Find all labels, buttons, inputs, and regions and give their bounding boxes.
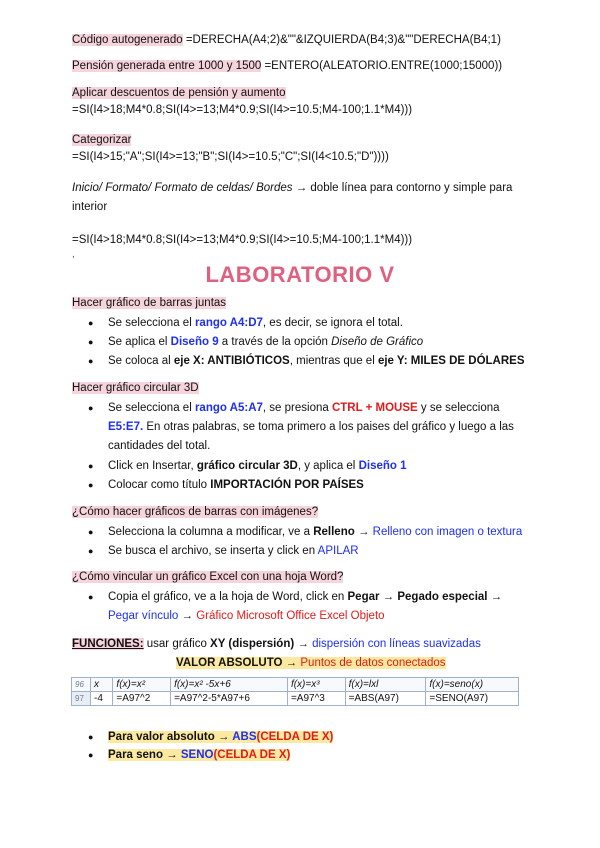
row-number[interactable]: 96 [72,678,91,692]
bordes-text: → doble línea para contorno y simple para interior [72,182,513,213]
final-bullet-abs: ● Para valor absoluto → ABS(CELDA DE X) [108,728,530,747]
table-cell[interactable]: =SENO(A97) [426,692,519,706]
table-cell[interactable]: x [91,678,113,692]
table-cell[interactable]: =A97^3 [287,692,345,706]
table-cell[interactable]: -4 [91,692,113,706]
table-row [72,692,519,706]
excel-table [71,677,519,706]
s1-bullet-2: ● Se aplica el Diseño 9 a través de la opción Diseño de Gráfico [108,333,530,352]
s1-heading-line [72,296,530,311]
formula-categorizar: =SI(I4>15;"A";SI(I4>=13;"B";SI(I4>=10.5;"C";SI(I4<10.5;"D")))) [72,151,389,163]
s4-bullet-1: ● Copia el gráfico, ve a la hoja de Word, click en Pegar → Pegado especial → Pegar vínculo → Gráfico Microsoft Office Excel Objeto [108,588,530,626]
s2-heading-line [72,381,530,396]
page-title: LABORATORIO V [205,262,395,287]
s1-bullet-3: ● Se coloca al eje X: ANTIBIÓTICOS, mientras que el eje Y: MILES DE DÓLARES [108,352,530,371]
bordes-path: Inicio/ Formato/ Formato de celdas/ Bordes [72,182,293,194]
s2-bullet-2: ● Click en Insertar, gráfico circular 3D, y aplica el Diseño 1 [108,457,530,476]
table-cell[interactable]: =ABS(A97) [345,692,426,706]
table-row [72,678,519,692]
valor-absoluto-line: VALOR ABSOLUTO → Puntos de datos conectados [176,657,446,669]
formula-repeat: =SI(I4>18;M4*0.8;SI(I4>=13;M4*0.9;SI(I4>=10.5;M4-100;1.1*M4))) [72,234,413,246]
line-descuentos [72,86,530,101]
s2-bullet-3: ● Colocar como título IMPORTACIÓN POR PAÍSES [108,476,530,495]
s3-heading: ¿Cómo hacer gráficos de barras con imágenes? [72,506,319,518]
line-categorizar [72,133,530,148]
table-cell[interactable]: =A97^2-5*A97+6 [171,692,288,706]
stray-mark: , [72,249,75,260]
s4-heading-line [72,570,530,585]
label-codigo: Código autogenerado [72,34,183,46]
row-number[interactable]: 97 [72,692,91,706]
s2-heading: Hacer gráfico circular 3D [72,382,199,394]
label-descuentos: Aplicar descuentos de pensión y aumento [72,87,286,99]
funciones-label: FUNCIONES: [72,638,144,650]
formula-descuentos: =SI(I4>18;M4*0.8;SI(I4>=13;M4*0.9;SI(I4>=10.5;M4-100;1.1*M4))) [72,104,413,116]
table-cell[interactable]: f(x)=lxl [345,678,426,692]
s3-heading-line [72,505,530,520]
line-bordes [72,179,530,217]
s3-bullet-2: ● Se busca el archivo, se inserta y click en APILAR [108,542,530,561]
s3-bullet-1: ● Selecciona la columna a modificar, ve a Relleno → Relleno con imagen o textura [108,523,530,542]
formula-pension: =ENTERO(ALEATORIO.ENTRE(1000;15000)) [261,60,503,72]
table-cell[interactable]: f(x)=x² [113,678,171,692]
final-bullet-seno: ● Para seno → SENO(CELDA DE X) [108,746,530,765]
label-pension: Pensión generada entre 1000 y 1500 [72,60,262,72]
line-codigo [72,33,530,48]
table-cell[interactable]: f(x)=seno(x) [426,678,519,692]
table-cell[interactable]: =A97^2 [113,692,171,706]
table-cell[interactable]: f(x)=x³ [287,678,345,692]
s1-bullet-1: ● Se selecciona el rango A4:D7, es decir, se ignora el total. [108,314,530,333]
s4-heading: ¿Cómo vincular un gráfico Excel con una hoja Word? [72,571,344,583]
formula-codigo: =DERECHA(A4;2)&""&IZQUIERDA(B4;3)&""DERECHA(B4;1) [182,34,501,46]
label-categorizar: Categorizar [72,134,132,146]
line-pension [72,59,530,74]
s2-bullet-1: ● Se selecciona el rango A5:A7, se presiona CTRL + MOUSE y se selecciona E5:E7. En otras palabras, se toma primero a los paises del gráfico y luego a las cantidades del total. [108,399,530,456]
s1-heading: Hacer gráfico de barras juntas [72,297,227,309]
funciones-line: FUNCIONES: usar gráfico XY (dispersión) → dispersión con líneas suavizadas [72,638,481,650]
table-cell[interactable]: f(x)=x² -5x+6 [171,678,288,692]
